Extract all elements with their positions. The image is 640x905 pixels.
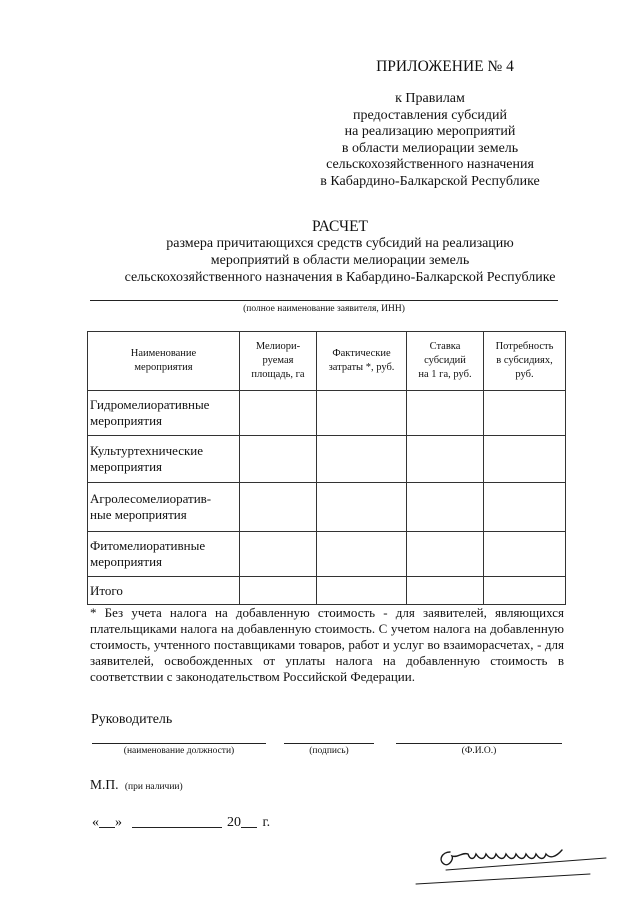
calculation-subtitle-line: мероприятий в области мелиорации земель	[210, 253, 470, 268]
calculation-title: РАСЧЕТ	[311, 218, 369, 235]
date-row	[92, 813, 332, 831]
applicant-name-line[interactable]	[90, 300, 558, 301]
row-name-total	[88, 577, 240, 605]
cell-costs[interactable]	[317, 483, 407, 532]
row-name-line: Агролесомелиоратив-	[90, 491, 212, 506]
cell-costs[interactable]	[317, 391, 407, 436]
position-caption: (наименование должности)	[123, 746, 235, 756]
appendix-subtitle-line: сельскохозяйственного назначения	[326, 157, 534, 172]
table-header-row	[88, 332, 566, 391]
full-name-caption: (Ф.И.О.)	[461, 746, 497, 756]
header-line: Фактические	[332, 348, 391, 359]
header-line: в субсидиях,	[496, 355, 553, 366]
stamp-label: М.П.	[90, 777, 119, 792]
header-line: руемая	[262, 355, 294, 366]
cell-costs[interactable]	[317, 436, 407, 483]
header-line: Наименование	[130, 348, 197, 359]
date-year-blank[interactable]	[241, 813, 257, 828]
row-name-cultural	[88, 436, 240, 483]
header-actual-costs	[317, 332, 407, 391]
header-line: субсидий	[424, 355, 466, 366]
cell-area[interactable]	[240, 483, 317, 532]
appendix-subtitle-line: в области мелиорации земель	[341, 140, 519, 156]
date-year-prefix: 20	[227, 815, 241, 830]
header-line: затраты *, руб.	[328, 362, 395, 373]
table-row	[88, 532, 566, 577]
row-name-phyto	[88, 532, 240, 577]
table-row	[88, 436, 566, 483]
cell-area[interactable]	[240, 577, 317, 605]
stamp-note: (при наличии)	[124, 782, 183, 792]
table-row	[88, 391, 566, 436]
header-subsidy-rate	[407, 332, 484, 391]
cell-area[interactable]	[240, 391, 317, 436]
cell-area[interactable]	[240, 532, 317, 577]
handwritten-signature	[410, 830, 620, 890]
signature-line[interactable]	[284, 743, 374, 744]
row-name-line: Культуртехнические	[90, 443, 204, 458]
footnote: * Без учета налога на добавленную стоимость - для заявителей, являющихся плательщиками налога на добавленную стоимость. С учетом налога на добавленную стоимость, учтенного поставщиками товаров, работ и услуг во взаиморасчетах, - для заявителей, освобожденных от уплаты налога на добавленную стоимость в соответствии с законодательством Российской Федерации.	[90, 605, 564, 684]
date-day-blank[interactable]	[99, 813, 115, 828]
header-area	[240, 332, 317, 391]
cell-rate[interactable]	[407, 532, 484, 577]
appendix-subtitle	[300, 91, 560, 190]
appendix-header: ПРИЛОЖЕНИЕ № 4	[376, 58, 514, 75]
header-line: Потребность	[495, 341, 554, 352]
cell-need[interactable]	[484, 436, 566, 483]
calculation-subtitle-line: размера причитающихся средств субсидий на реализацию	[166, 236, 514, 251]
header-line: Ставка	[429, 341, 461, 352]
cell-need[interactable]	[484, 532, 566, 577]
row-name-agroforest	[88, 483, 240, 532]
header-line: мероприятия	[134, 362, 193, 373]
applicant-caption: (полное наименование заявителя, ИНН)	[243, 304, 405, 314]
row-name-line: мероприятия	[90, 554, 163, 569]
appendix-subtitle-line: в Кабардино-Балкарской Республике	[320, 173, 540, 189]
cell-rate[interactable]	[407, 483, 484, 532]
cell-costs[interactable]	[317, 532, 407, 577]
row-name-line: мероприятия	[90, 413, 163, 428]
header-subsidy-need	[484, 332, 566, 391]
row-name-line: мероприятия	[90, 459, 163, 474]
cell-rate[interactable]	[407, 391, 484, 436]
row-name-line: Итого	[90, 582, 123, 598]
subsidy-calculation-table	[87, 331, 566, 605]
cell-rate[interactable]	[407, 577, 484, 605]
table-row-total	[88, 577, 566, 605]
position-line[interactable]	[92, 743, 266, 744]
table-row	[88, 483, 566, 532]
row-name-line: ные мероприятия	[90, 507, 187, 522]
cell-rate[interactable]	[407, 436, 484, 483]
header-line: Мелиори-	[255, 341, 301, 352]
date-year-suffix: г.	[262, 815, 271, 830]
cell-need[interactable]	[484, 391, 566, 436]
appendix-subtitle-line: предоставления субсидий	[352, 107, 508, 123]
row-name-line: Фитомелиоративные	[90, 538, 206, 553]
calculation-subtitle	[60, 235, 620, 286]
header-line: руб.	[515, 369, 534, 380]
cell-need[interactable]	[484, 577, 566, 605]
row-name-line: Гидромелиоративные	[90, 397, 210, 412]
cell-area[interactable]	[240, 436, 317, 483]
stamp-place	[90, 777, 183, 793]
head-label: Руководитель	[91, 712, 173, 727]
cell-need[interactable]	[484, 483, 566, 532]
full-name-line[interactable]	[396, 743, 562, 744]
appendix-subtitle-line: к Правилам	[395, 91, 465, 106]
date-open-quote: «	[92, 815, 99, 830]
date-close-quote: »	[115, 815, 122, 830]
row-name-hydro	[88, 391, 240, 436]
calculation-subtitle-line: сельскохозяйственного назначения в Кабардино-Балкарской Республике	[124, 270, 556, 285]
header-activity-name	[88, 332, 240, 391]
cell-costs[interactable]	[317, 577, 407, 605]
header-line: на 1 га, руб.	[418, 369, 472, 380]
signature-caption: (подпись)	[309, 746, 349, 756]
header-line: площадь, га	[251, 369, 305, 380]
appendix-subtitle-line: на реализацию мероприятий	[344, 124, 516, 139]
date-month-blank[interactable]	[132, 813, 222, 828]
